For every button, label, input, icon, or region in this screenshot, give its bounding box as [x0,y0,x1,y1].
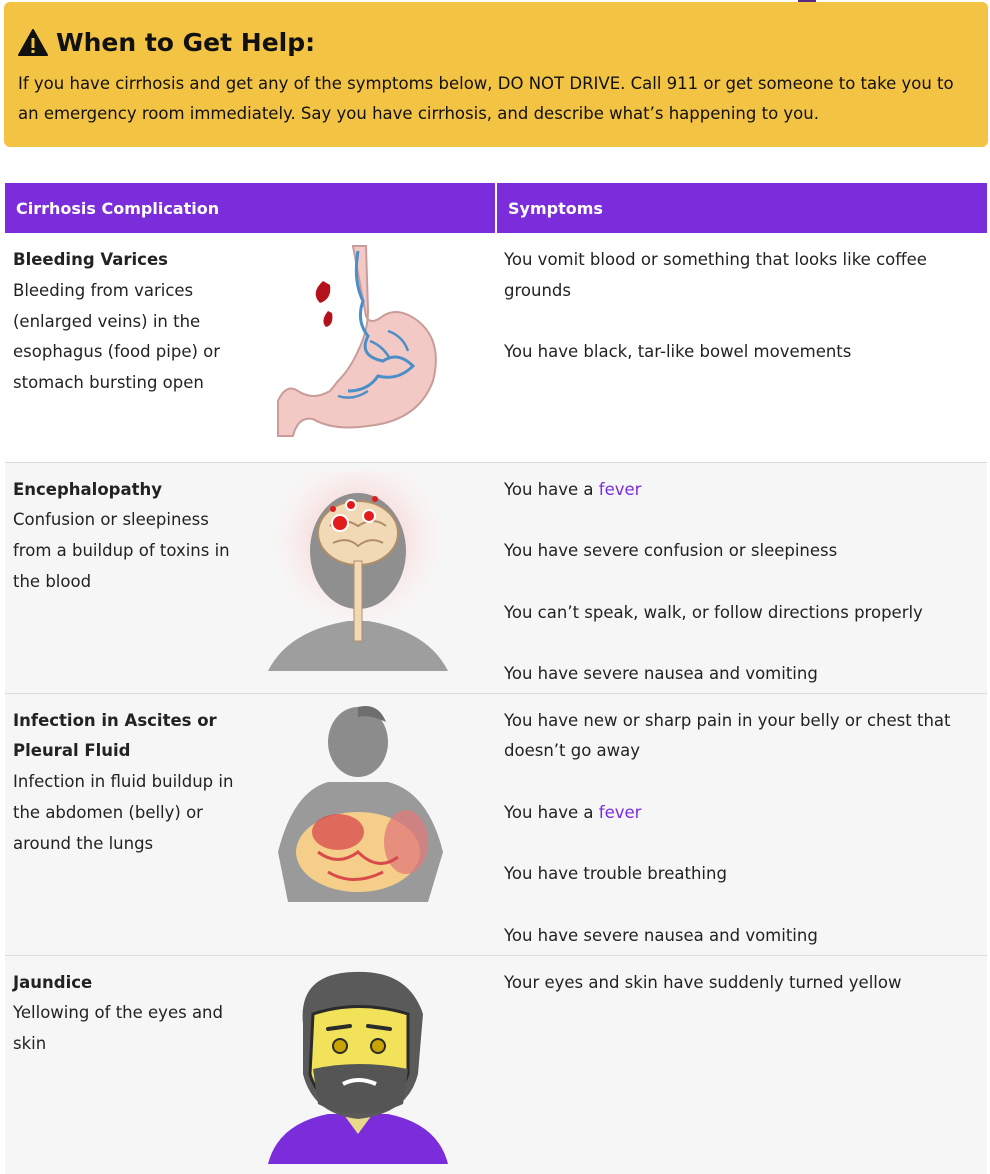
symptom-item: You have severe nausea and vomiting [504,664,818,684]
complication-description: Bleeding from varices (enlarged veins) in the esophagus (food pipe) or stomach bursting open [13,280,221,393]
symptom-item: You have trouble breathing [504,864,727,884]
alert-title: When to Get Help: [56,28,316,57]
symptom-item: You vomit blood or something that looks like coffee grounds [504,250,927,300]
warning-icon [18,29,48,57]
symptoms-cell [496,462,987,693]
symptom-item: You can’t speak, walk, or follow directions properly [504,602,923,622]
complication-cell [5,233,496,462]
complication-name: Infection in Ascites or Pleural Fluid [13,710,217,761]
table-row [5,233,987,462]
abdomen-infection-illustration [258,702,458,902]
complication-cell [5,462,496,693]
complication-cell [5,693,496,955]
symptoms-cell [496,233,987,462]
complication-description: Infection in fluid buildup in the abdomen (belly) or around the lungs [13,772,234,853]
symptom-item: Your eyes and skin have suddenly turned yellow [504,972,902,992]
column-header-symptoms: Symptoms [496,183,987,233]
stomach-varices-illustration [258,241,458,441]
symptom-prefix: You have a [504,802,599,822]
complication-cell [5,955,496,1174]
complication-name: Jaundice [13,972,93,992]
yellow-face-man-illustration [258,964,458,1164]
complication-description: Yellowing of the eyes and skin [13,1003,223,1054]
table-row [5,462,987,693]
complications-table [5,183,987,1174]
symptom-prefix: You have a [504,479,599,499]
table-row [5,955,987,1174]
complication-description: Confusion or sleepiness from a buildup of toxins in the blood [13,510,230,591]
table-header-row [5,183,987,233]
symptom-item: You have new or sharp pain in your belly or chest that doesn’t go away [504,710,951,761]
fever-link[interactable]: fever [598,479,642,499]
symptoms-cell [496,693,987,955]
complication-name: Bleeding Varices [13,250,168,269]
symptom-item: You have severe nausea and vomiting [504,926,818,946]
symptom-item [504,475,987,506]
symptom-item: You have black, tar-like bowel movements [504,342,852,362]
brain-toxins-illustration [258,471,458,671]
complication-name: Encephalopathy [13,479,163,499]
symptom-item [504,798,987,829]
alert-title-row [18,28,974,57]
symptom-item: You have severe confusion or sleepiness [504,541,838,561]
when-to-get-help-alert [4,2,988,147]
symptoms-cell [496,955,987,1174]
alert-body: If you have cirrhosis and get any of the symptoms below, DO NOT DRIVE. Call 911 or get someone to take you to an emergency room immediately. Say you have cirrhosis, and describe what’s happening to you. [18,74,954,123]
fever-link[interactable]: fever [598,802,642,822]
table-row [5,693,987,955]
column-header-complication: Cirrhosis Complication [5,183,496,233]
